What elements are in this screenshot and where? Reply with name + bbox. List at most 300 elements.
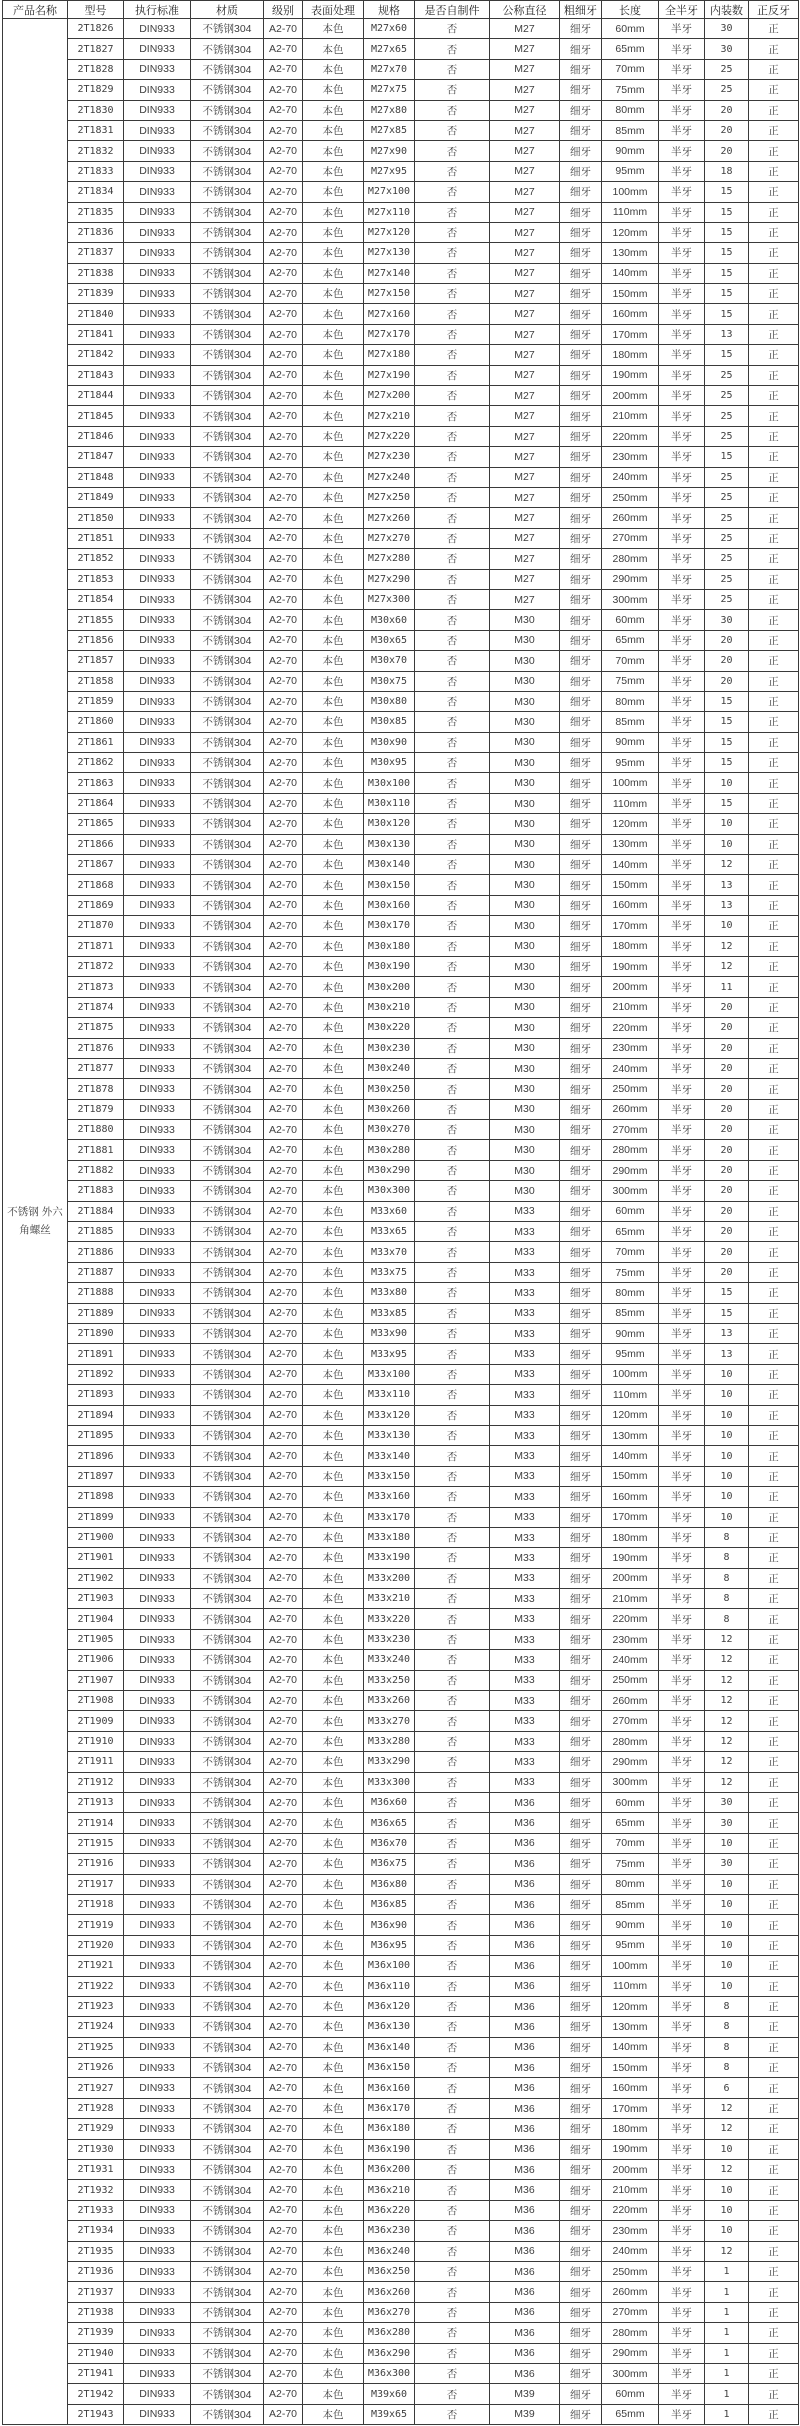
cell-grade: A2-70 <box>264 1609 303 1629</box>
cell-material: 不锈钢304 <box>191 120 264 140</box>
table-row <box>3 2098 799 2118</box>
cell-grade: A2-70 <box>264 1752 303 1772</box>
cell-thread-pitch: 细牙 <box>560 2058 602 2078</box>
cell-surface-treatment: 本色 <box>303 1711 364 1731</box>
cell-specification: M39x60 <box>364 2384 415 2404</box>
cell-thread-pitch: 细牙 <box>560 1874 602 1894</box>
cell-self-made: 否 <box>415 936 490 956</box>
cell-grade: A2-70 <box>264 691 303 711</box>
cell-material: 不锈钢304 <box>191 263 264 283</box>
cell-self-made: 否 <box>415 1303 490 1323</box>
cell-thread-direction: 正 <box>749 2098 799 2118</box>
cell-standard: DIN933 <box>124 1935 191 1955</box>
cell-pack-quantity: 10 <box>705 1833 749 1853</box>
cell-length: 210mm <box>602 406 659 426</box>
cell-thread-direction: 正 <box>749 304 799 324</box>
cell-specification: M27x160 <box>364 304 415 324</box>
cell-thread-coverage: 半牙 <box>659 814 705 834</box>
cell-standard: DIN933 <box>124 39 191 59</box>
cell-thread-pitch: 细牙 <box>560 2221 602 2241</box>
cell-standard: DIN933 <box>124 1344 191 1364</box>
cell-length: 70mm <box>602 59 659 79</box>
cell-standard: DIN933 <box>124 1691 191 1711</box>
cell-model: 2T1833 <box>68 161 124 181</box>
cell-material: 不锈钢304 <box>191 528 264 548</box>
cell-thread-direction: 正 <box>749 1181 799 1201</box>
cell-pack-quantity: 8 <box>705 1548 749 1568</box>
cell-pack-quantity: 12 <box>705 1752 749 1772</box>
cell-material: 不锈钢304 <box>191 1629 264 1649</box>
cell-length: 270mm <box>602 528 659 548</box>
table-row <box>3 1589 799 1609</box>
cell-nominal-diameter: M36 <box>490 2241 560 2261</box>
cell-material: 不锈钢304 <box>191 2037 264 2057</box>
cell-thread-direction: 正 <box>749 1976 799 1996</box>
cell-self-made: 否 <box>415 80 490 100</box>
cell-length: 60mm <box>602 2384 659 2404</box>
cell-length: 65mm <box>602 2404 659 2424</box>
cell-model: 2T1929 <box>68 2119 124 2139</box>
cell-specification: M27x70 <box>364 59 415 79</box>
cell-thread-direction: 正 <box>749 855 799 875</box>
cell-specification: M36x95 <box>364 1935 415 1955</box>
cell-thread-pitch: 细牙 <box>560 1181 602 1201</box>
cell-length: 280mm <box>602 1140 659 1160</box>
cell-grade: A2-70 <box>264 1201 303 1221</box>
cell-model: 2T1909 <box>68 1711 124 1731</box>
cell-standard: DIN933 <box>124 447 191 467</box>
cell-nominal-diameter: M27 <box>490 345 560 365</box>
table-row <box>3 1731 799 1751</box>
cell-grade: A2-70 <box>264 1833 303 1853</box>
cell-grade: A2-70 <box>264 773 303 793</box>
cell-thread-coverage: 半牙 <box>659 2078 705 2098</box>
cell-self-made: 否 <box>415 1915 490 1935</box>
cell-thread-coverage: 半牙 <box>659 222 705 242</box>
cell-model: 2T1926 <box>68 2058 124 2078</box>
col-thread-coverage: 全半牙 <box>659 1 705 19</box>
cell-standard: DIN933 <box>124 936 191 956</box>
cell-nominal-diameter: M33 <box>490 1385 560 1405</box>
cell-grade: A2-70 <box>264 1466 303 1486</box>
cell-pack-quantity: 25 <box>705 80 749 100</box>
cell-specification: M30x260 <box>364 1099 415 1119</box>
table-row <box>3 651 799 671</box>
cell-grade: A2-70 <box>264 2323 303 2343</box>
cell-thread-coverage: 半牙 <box>659 2160 705 2180</box>
cell-material: 不锈钢304 <box>191 2343 264 2363</box>
cell-grade: A2-70 <box>264 1507 303 1527</box>
cell-model: 2T1886 <box>68 1242 124 1262</box>
cell-thread-coverage: 半牙 <box>659 2343 705 2363</box>
cell-pack-quantity: 18 <box>705 161 749 181</box>
cell-length: 220mm <box>602 1609 659 1629</box>
table-row <box>3 2302 799 2322</box>
cell-grade: A2-70 <box>264 1120 303 1140</box>
cell-specification: M36x210 <box>364 2180 415 2200</box>
cell-specification: M30x60 <box>364 610 415 630</box>
cell-thread-pitch: 细牙 <box>560 1629 602 1649</box>
cell-surface-treatment: 本色 <box>303 732 364 752</box>
cell-thread-direction: 正 <box>749 1996 799 2016</box>
header-row <box>3 1 799 19</box>
table-row <box>3 2282 799 2302</box>
cell-thread-direction: 正 <box>749 1711 799 1731</box>
cell-grade: A2-70 <box>264 589 303 609</box>
cell-thread-coverage: 半牙 <box>659 406 705 426</box>
cell-specification: M36x140 <box>364 2037 415 2057</box>
cell-length: 110mm <box>602 202 659 222</box>
cell-model: 2T1850 <box>68 508 124 528</box>
cell-specification: M30x70 <box>364 651 415 671</box>
cell-thread-direction: 正 <box>749 2200 799 2220</box>
cell-material: 不锈钢304 <box>191 793 264 813</box>
cell-thread-pitch: 细牙 <box>560 691 602 711</box>
table-row <box>3 365 799 385</box>
table-row <box>3 1527 799 1547</box>
cell-thread-direction: 正 <box>749 1731 799 1751</box>
cell-nominal-diameter: M33 <box>490 1670 560 1690</box>
table-header <box>3 1 799 19</box>
table-row <box>3 793 799 813</box>
cell-self-made: 否 <box>415 1120 490 1140</box>
cell-pack-quantity: 20 <box>705 120 749 140</box>
cell-length: 200mm <box>602 977 659 997</box>
cell-model: 2T1924 <box>68 2017 124 2037</box>
cell-length: 65mm <box>602 630 659 650</box>
cell-thread-pitch: 细牙 <box>560 1324 602 1344</box>
cell-specification: M33x280 <box>364 1731 415 1751</box>
cell-standard: DIN933 <box>124 1833 191 1853</box>
cell-model: 2T1839 <box>68 284 124 304</box>
cell-thread-coverage: 半牙 <box>659 875 705 895</box>
cell-specification: M39x65 <box>364 2404 415 2424</box>
cell-self-made: 否 <box>415 2119 490 2139</box>
cell-grade: A2-70 <box>264 2343 303 2363</box>
cell-model: 2T1905 <box>68 1629 124 1649</box>
cell-length: 60mm <box>602 1201 659 1221</box>
cell-thread-direction: 正 <box>749 834 799 854</box>
cell-grade: A2-70 <box>264 1915 303 1935</box>
cell-standard: DIN933 <box>124 2180 191 2200</box>
table-row <box>3 1303 799 1323</box>
cell-length: 95mm <box>602 161 659 181</box>
cell-pack-quantity: 10 <box>705 1364 749 1384</box>
cell-pack-quantity: 10 <box>705 1446 749 1466</box>
cell-grade: A2-70 <box>264 1874 303 1894</box>
cell-thread-direction: 正 <box>749 712 799 732</box>
cell-specification: M30x200 <box>364 977 415 997</box>
table-row <box>3 386 799 406</box>
cell-self-made: 否 <box>415 1507 490 1527</box>
cell-material: 不锈钢304 <box>191 1222 264 1242</box>
cell-model: 2T1835 <box>68 202 124 222</box>
cell-length: 95mm <box>602 1344 659 1364</box>
cell-surface-treatment: 本色 <box>303 589 364 609</box>
cell-pack-quantity: 8 <box>705 2037 749 2057</box>
cell-material: 不锈钢304 <box>191 1691 264 1711</box>
cell-surface-treatment: 本色 <box>303 39 364 59</box>
cell-model: 2T1935 <box>68 2241 124 2261</box>
cell-nominal-diameter: M30 <box>490 814 560 834</box>
cell-material: 不锈钢304 <box>191 2384 264 2404</box>
cell-material: 不锈钢304 <box>191 569 264 589</box>
cell-grade: A2-70 <box>264 1772 303 1792</box>
cell-standard: DIN933 <box>124 2384 191 2404</box>
cell-thread-direction: 正 <box>749 120 799 140</box>
cell-thread-direction: 正 <box>749 753 799 773</box>
table-row <box>3 1568 799 1588</box>
cell-grade: A2-70 <box>264 1079 303 1099</box>
cell-thread-direction: 正 <box>749 549 799 569</box>
cell-specification: M33x85 <box>364 1303 415 1323</box>
cell-surface-treatment: 本色 <box>303 1507 364 1527</box>
cell-pack-quantity: 20 <box>705 100 749 120</box>
cell-standard: DIN933 <box>124 834 191 854</box>
cell-model: 2T1879 <box>68 1099 124 1119</box>
cell-self-made: 否 <box>415 814 490 834</box>
cell-standard: DIN933 <box>124 2241 191 2261</box>
cell-thread-coverage: 半牙 <box>659 263 705 283</box>
cell-nominal-diameter: M27 <box>490 182 560 202</box>
cell-grade: A2-70 <box>264 2302 303 2322</box>
cell-material: 不锈钢304 <box>191 59 264 79</box>
cell-pack-quantity: 20 <box>705 630 749 650</box>
cell-grade: A2-70 <box>264 1018 303 1038</box>
cell-specification: M27x90 <box>364 141 415 161</box>
cell-surface-treatment: 本色 <box>303 2404 364 2424</box>
cell-material: 不锈钢304 <box>191 2098 264 2118</box>
table-row <box>3 2241 799 2261</box>
cell-surface-treatment: 本色 <box>303 793 364 813</box>
cell-pack-quantity: 15 <box>705 447 749 467</box>
cell-nominal-diameter: M36 <box>490 2282 560 2302</box>
cell-surface-treatment: 本色 <box>303 1956 364 1976</box>
cell-standard: DIN933 <box>124 1854 191 1874</box>
cell-thread-direction: 正 <box>749 182 799 202</box>
cell-pack-quantity: 12 <box>705 2098 749 2118</box>
cell-standard: DIN933 <box>124 875 191 895</box>
cell-pack-quantity: 30 <box>705 19 749 39</box>
cell-model: 2T1939 <box>68 2323 124 2343</box>
cell-nominal-diameter: M30 <box>490 916 560 936</box>
cell-standard: DIN933 <box>124 263 191 283</box>
cell-thread-direction: 正 <box>749 324 799 344</box>
cell-specification: M36x170 <box>364 2098 415 2118</box>
table-row <box>3 1283 799 1303</box>
cell-thread-coverage: 半牙 <box>659 1976 705 1996</box>
cell-self-made: 否 <box>415 19 490 39</box>
cell-material: 不锈钢304 <box>191 2261 264 2281</box>
cell-length: 240mm <box>602 467 659 487</box>
cell-thread-coverage: 半牙 <box>659 1262 705 1282</box>
table-row <box>3 528 799 548</box>
cell-standard: DIN933 <box>124 2160 191 2180</box>
cell-surface-treatment: 本色 <box>303 1222 364 1242</box>
cell-specification: M36x85 <box>364 1894 415 1914</box>
cell-surface-treatment: 本色 <box>303 610 364 630</box>
cell-material: 不锈钢304 <box>191 1527 264 1547</box>
cell-thread-direction: 正 <box>749 1222 799 1242</box>
cell-pack-quantity: 13 <box>705 875 749 895</box>
cell-specification: M36x250 <box>364 2261 415 2281</box>
cell-length: 90mm <box>602 141 659 161</box>
cell-surface-treatment: 本色 <box>303 651 364 671</box>
cell-grade: A2-70 <box>264 2180 303 2200</box>
cell-material: 不锈钢304 <box>191 2180 264 2200</box>
cell-standard: DIN933 <box>124 406 191 426</box>
cell-material: 不锈钢304 <box>191 1140 264 1160</box>
cell-self-made: 否 <box>415 1487 490 1507</box>
cell-length: 80mm <box>602 1874 659 1894</box>
cell-thread-coverage: 半牙 <box>659 1996 705 2016</box>
cell-thread-pitch: 细牙 <box>560 263 602 283</box>
cell-material: 不锈钢304 <box>191 1609 264 1629</box>
cell-nominal-diameter: M36 <box>490 1792 560 1812</box>
cell-thread-pitch: 细牙 <box>560 2119 602 2139</box>
table-row <box>3 487 799 507</box>
cell-pack-quantity: 10 <box>705 2221 749 2241</box>
cell-thread-pitch: 细牙 <box>560 222 602 242</box>
cell-model: 2T1846 <box>68 426 124 446</box>
cell-standard: DIN933 <box>124 1976 191 1996</box>
cell-grade: A2-70 <box>264 386 303 406</box>
cell-model: 2T1853 <box>68 569 124 589</box>
cell-standard: DIN933 <box>124 365 191 385</box>
cell-self-made: 否 <box>415 651 490 671</box>
cell-specification: M30x80 <box>364 691 415 711</box>
cell-thread-coverage: 半牙 <box>659 1915 705 1935</box>
cell-surface-treatment: 本色 <box>303 19 364 39</box>
cell-model: 2T1868 <box>68 875 124 895</box>
cell-thread-pitch: 细牙 <box>560 1364 602 1384</box>
cell-thread-pitch: 细牙 <box>560 1405 602 1425</box>
cell-thread-direction: 正 <box>749 141 799 161</box>
cell-thread-coverage: 半牙 <box>659 2058 705 2078</box>
cell-grade: A2-70 <box>264 712 303 732</box>
cell-length: 260mm <box>602 508 659 528</box>
cell-specification: M30x65 <box>364 630 415 650</box>
cell-surface-treatment: 本色 <box>303 1466 364 1486</box>
table-row <box>3 1160 799 1180</box>
cell-specification: M30x290 <box>364 1160 415 1180</box>
cell-material: 不锈钢304 <box>191 2017 264 2037</box>
table-row <box>3 916 799 936</box>
cell-model: 2T1894 <box>68 1405 124 1425</box>
table-row <box>3 2017 799 2037</box>
cell-nominal-diameter: M33 <box>490 1405 560 1425</box>
cell-thread-coverage: 半牙 <box>659 895 705 915</box>
cell-grade: A2-70 <box>264 753 303 773</box>
table-row <box>3 406 799 426</box>
cell-grade: A2-70 <box>264 1181 303 1201</box>
cell-surface-treatment: 本色 <box>303 1976 364 1996</box>
cell-surface-treatment: 本色 <box>303 895 364 915</box>
cell-surface-treatment: 本色 <box>303 2323 364 2343</box>
cell-surface-treatment: 本色 <box>303 1201 364 1221</box>
cell-thread-direction: 正 <box>749 1079 799 1099</box>
table-row <box>3 814 799 834</box>
cell-model: 2T1882 <box>68 1160 124 1180</box>
cell-thread-pitch: 细牙 <box>560 2302 602 2322</box>
cell-thread-direction: 正 <box>749 2058 799 2078</box>
cell-pack-quantity: 8 <box>705 1589 749 1609</box>
cell-specification: M33x300 <box>364 1772 415 1792</box>
cell-specification: M30x95 <box>364 753 415 773</box>
cell-standard: DIN933 <box>124 1038 191 1058</box>
cell-pack-quantity: 15 <box>705 345 749 365</box>
cell-pack-quantity: 25 <box>705 569 749 589</box>
cell-nominal-diameter: M36 <box>490 2221 560 2241</box>
cell-model: 2T1940 <box>68 2343 124 2363</box>
cell-thread-pitch: 细牙 <box>560 956 602 976</box>
cell-self-made: 否 <box>415 1976 490 1996</box>
cell-grade: A2-70 <box>264 1099 303 1119</box>
cell-nominal-diameter: M27 <box>490 386 560 406</box>
cell-thread-direction: 正 <box>749 1446 799 1466</box>
cell-grade: A2-70 <box>264 528 303 548</box>
cell-thread-coverage: 半牙 <box>659 1344 705 1364</box>
cell-specification: M30x110 <box>364 793 415 813</box>
cell-model: 2T1858 <box>68 671 124 691</box>
cell-grade: A2-70 <box>264 2404 303 2424</box>
cell-surface-treatment: 本色 <box>303 1609 364 1629</box>
cell-standard: DIN933 <box>124 2323 191 2343</box>
cell-nominal-diameter: M30 <box>490 936 560 956</box>
cell-standard: DIN933 <box>124 1120 191 1140</box>
cell-thread-pitch: 细牙 <box>560 1792 602 1812</box>
cell-thread-coverage: 半牙 <box>659 916 705 936</box>
cell-grade: A2-70 <box>264 2139 303 2159</box>
cell-material: 不锈钢304 <box>191 1772 264 1792</box>
cell-material: 不锈钢304 <box>191 753 264 773</box>
cell-model: 2T1901 <box>68 1548 124 1568</box>
cell-thread-coverage: 半牙 <box>659 487 705 507</box>
cell-specification: M33x95 <box>364 1344 415 1364</box>
cell-length: 160mm <box>602 1487 659 1507</box>
cell-pack-quantity: 10 <box>705 1894 749 1914</box>
cell-grade: A2-70 <box>264 977 303 997</box>
cell-thread-coverage: 半牙 <box>659 345 705 365</box>
cell-pack-quantity: 12 <box>705 1711 749 1731</box>
cell-material: 不锈钢304 <box>191 1568 264 1588</box>
cell-standard: DIN933 <box>124 161 191 181</box>
cell-material: 不锈钢304 <box>191 2139 264 2159</box>
cell-length: 110mm <box>602 1976 659 1996</box>
cell-model: 2T1873 <box>68 977 124 997</box>
cell-grade: A2-70 <box>264 895 303 915</box>
cell-self-made: 否 <box>415 243 490 263</box>
cell-nominal-diameter: M30 <box>490 977 560 997</box>
cell-grade: A2-70 <box>264 1446 303 1466</box>
cell-thread-coverage: 半牙 <box>659 1058 705 1078</box>
cell-thread-direction: 正 <box>749 916 799 936</box>
cell-length: 110mm <box>602 793 659 813</box>
cell-pack-quantity: 12 <box>705 1772 749 1792</box>
cell-material: 不锈钢304 <box>191 773 264 793</box>
cell-material: 不锈钢304 <box>191 1385 264 1405</box>
cell-self-made: 否 <box>415 773 490 793</box>
cell-specification: M36x200 <box>364 2160 415 2180</box>
cell-material: 不锈钢304 <box>191 243 264 263</box>
cell-material: 不锈钢304 <box>191 1446 264 1466</box>
cell-length: 60mm <box>602 1792 659 1812</box>
cell-specification: M36x150 <box>364 2058 415 2078</box>
cell-specification: M30x90 <box>364 732 415 752</box>
cell-thread-direction: 正 <box>749 39 799 59</box>
cell-thread-coverage: 半牙 <box>659 1527 705 1547</box>
cell-model: 2T1872 <box>68 956 124 976</box>
